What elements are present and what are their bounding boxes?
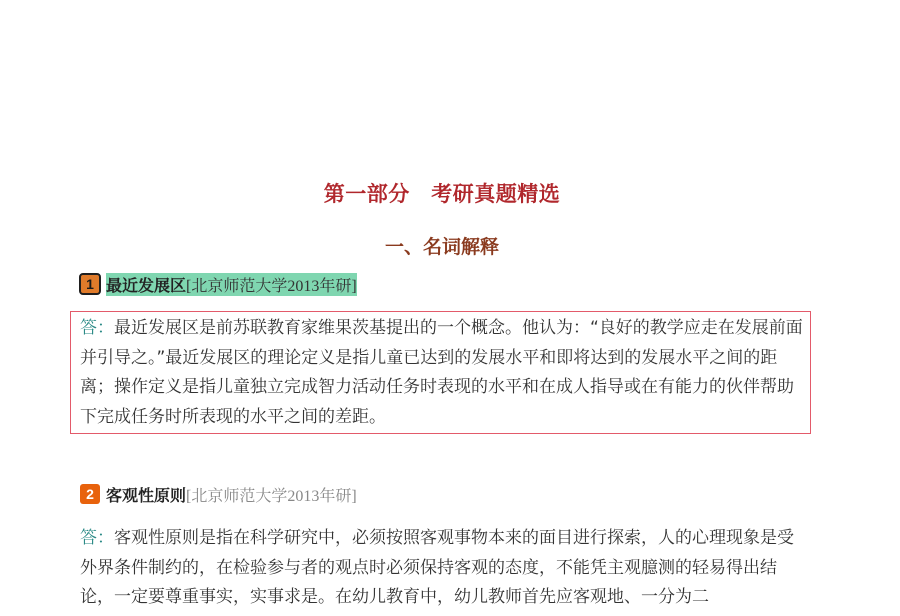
question-term: 客观性原则	[106, 485, 187, 505]
question-number-badge: 1	[80, 274, 100, 294]
question-number-badge: 2	[80, 484, 100, 504]
part-title: 第一部分 考研真题精选	[323, 182, 561, 206]
answer-text: 客观性原则是指在科学研究中，必须按照客观事物本来的面目进行探索，人的心理现象是受外界条件制约的，在检验参与者的观点时必须保持客观的态度，不能凭主观臆测的轻易得出结论，一定要尊重事实，实事求是。在幼儿教育中，幼儿教师首先应客观地、一分为二	[80, 528, 794, 607]
answer-text: 最近发展区是前苏联教育家维果茨基提出的一个概念。他认为：“良好的教学应走在发展前面并引导之。”最近发展区的理论定义是指儿童已达到的发展水平和即将达到的发展水平之间的距离；操作定义是指儿童独立完成智力活动任务时表现的水平和在成人指导或在有能力的伙伴帮助下完成任务时所表现的水平之间的差距。	[80, 318, 803, 427]
question-term: 最近发展区	[106, 275, 187, 295]
answer-label: 答：	[80, 528, 114, 548]
answer-label: 答：	[80, 318, 114, 338]
question-2-heading	[80, 482, 357, 506]
answer-1	[80, 314, 806, 432]
answer-2	[80, 524, 806, 613]
highlighted-term	[106, 273, 357, 296]
question-source: [北京师范大学2013年研]	[186, 277, 357, 295]
question-1-heading	[80, 272, 357, 296]
question-source: [北京师范大学2013年研]	[186, 487, 357, 505]
section-title: 一、名词解释	[384, 236, 499, 258]
